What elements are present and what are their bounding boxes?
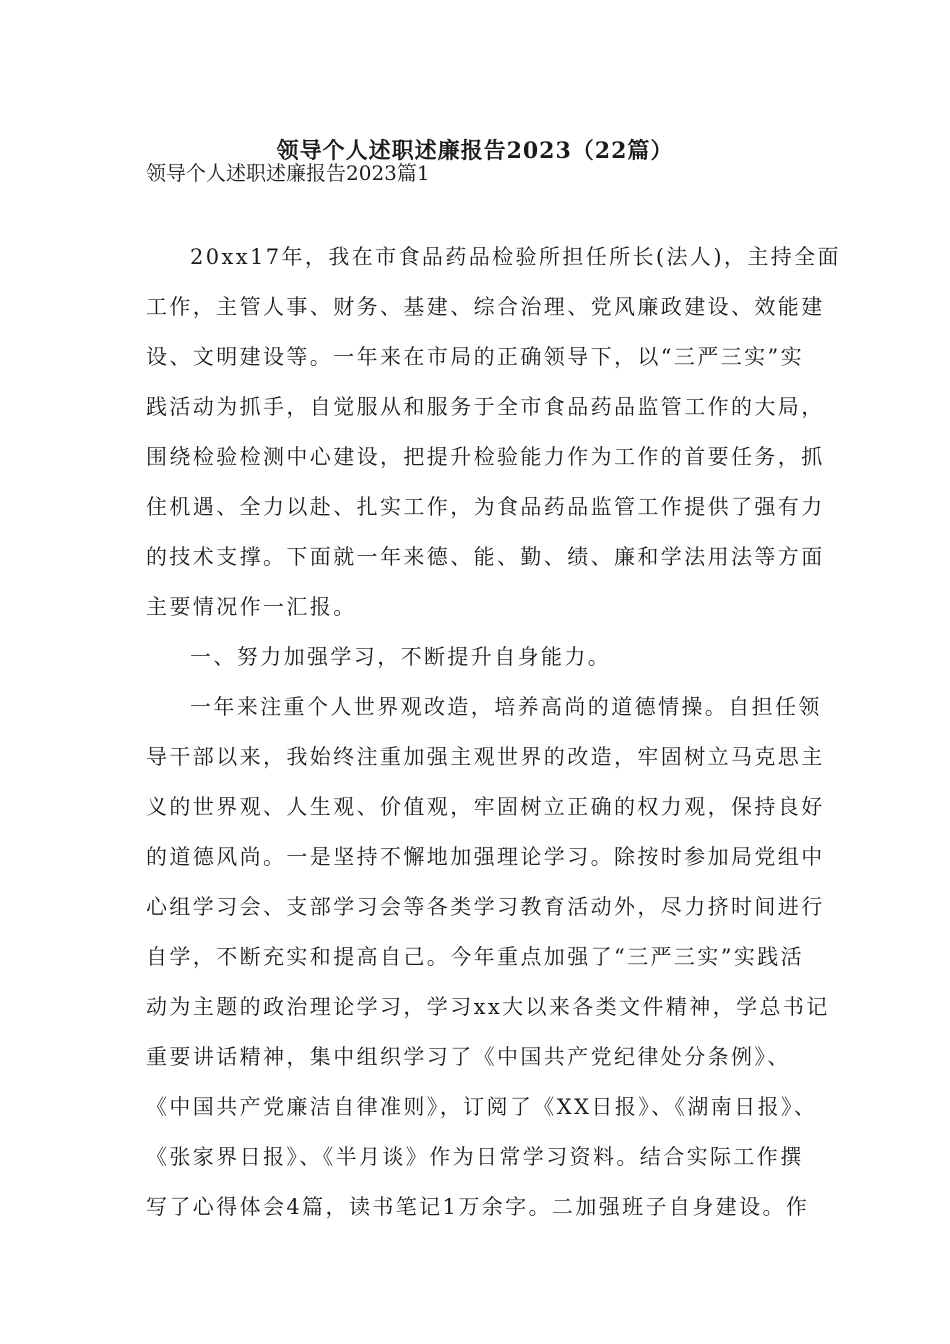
body-line: 的道德风尚。一是坚持不懈地加强理论学习。除按时参加局党组中 xyxy=(146,845,825,869)
document-body xyxy=(146,232,841,1232)
body-line: 《张家界日报》、《半月谈》作为日常学习资料。结合实际工作撰 xyxy=(146,1145,804,1169)
body-line: 践活动为抓手，自觉服从和服务于全市食品药品监管工作的大局， xyxy=(146,395,825,419)
body-line: 自学，不断充实和提高自己。今年重点加强了“三严三实”实践活 xyxy=(146,945,805,969)
body-line: 住机遇、全力以赴、扎实工作，为食品药品监管工作提供了强有力 xyxy=(146,495,825,519)
body-line: 工作，主管人事、财务、基建、综合治理、党风廉政建设、效能建 xyxy=(146,295,825,319)
body-line: 围绕检验检测中心建设，把提升检验能力作为工作的首要任务，抓 xyxy=(146,445,825,469)
body-line: 设、文明建设等。一年来在市局的正确领导下，以“三严三实”实 xyxy=(146,345,805,369)
body-line: 重要讲话精神，集中组织学习了《中国共产党纪律处分条例》、 xyxy=(146,1045,791,1069)
body-line: 动为主题的政治理论学习，学习xx大以来各类文件精神，学总书记 xyxy=(146,995,830,1019)
body-line: 主要情况作一汇报。 xyxy=(146,595,357,619)
body-line: 一、努力加强学习，不断提升自身能力。 xyxy=(190,645,612,669)
document-subtitle: 领导个人述职述廉报告2023篇1 xyxy=(146,161,430,185)
document-title: 领导个人述职述廉报告2023（22篇） xyxy=(276,138,674,164)
body-line: 写了心得体会4篇，读书笔记1万余字。二加强班子自身建设。作 xyxy=(146,1195,810,1219)
body-line: 导干部以来，我始终注重加强主观世界的改造，牢固树立马克思主 xyxy=(146,745,825,769)
body-line: 义的世界观、人生观、价值观，牢固树立正确的权力观，保持良好 xyxy=(146,795,825,819)
body-line: 一年来注重个人世界观改造，培养高尚的道德情操。自担任领 xyxy=(190,695,822,719)
body-line: 心组学习会、支部学习会等各类学习教育活动外，尽力挤时间进行 xyxy=(146,895,825,919)
body-line: 20xx17年，我在市食品药品检验所担任所长(法人)，主持全面 xyxy=(190,245,841,269)
body-line: 的技术支撑。下面就一年来德、能、勤、绩、廉和学法用法等方面 xyxy=(146,545,825,569)
body-line: 《中国共产党廉洁自律准则》，订阅了《XX日报》、《湖南日报》、 xyxy=(146,1095,818,1119)
